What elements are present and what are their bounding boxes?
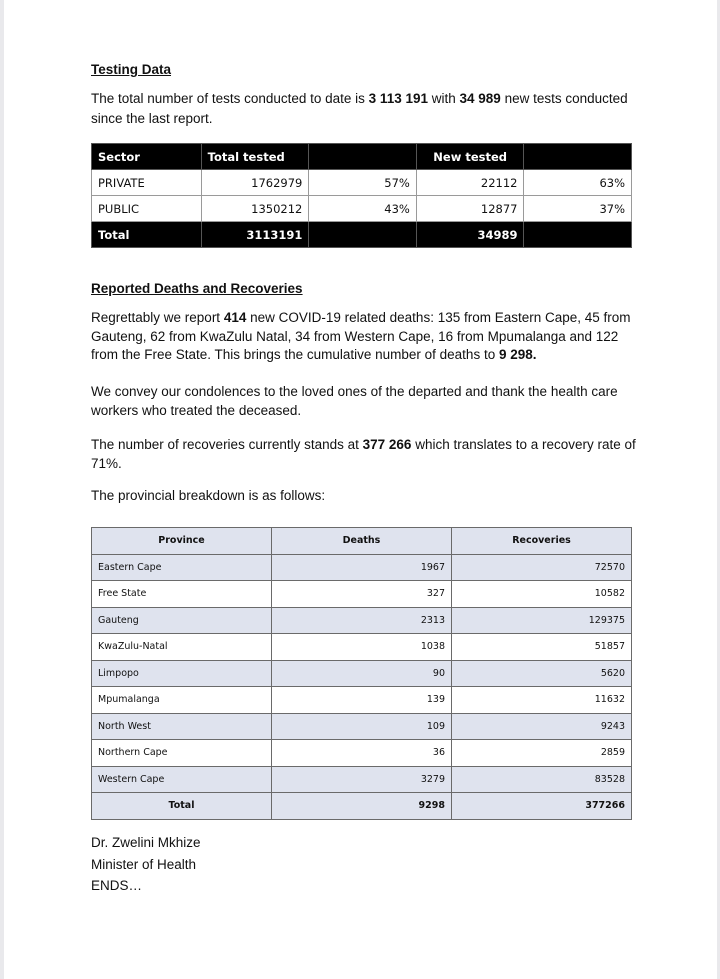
recoveries-cell: 11632 [452,687,632,714]
table-row [92,660,632,687]
table-row [92,581,632,608]
recoveries-value: 377 266 [362,437,412,452]
deaths-cell: 109 [272,713,452,740]
new-cell: 12877 [416,196,524,222]
document-page [4,0,717,979]
province-cell: Gauteng [92,607,272,634]
province-cell: Northern Cape [92,740,272,767]
new-pct-cell: 63% [524,170,632,196]
table-row [92,607,632,634]
signature-title: Minister of Health [91,856,197,872]
total-label-cell: Total [92,793,272,820]
table-row [92,196,632,222]
table-row [92,740,632,767]
new-cell: 22112 [416,170,524,196]
header-total-tested: Total tested [201,144,309,170]
deaths-cell: 3279 [272,766,452,793]
recoveries-cell: 129375 [452,607,632,634]
testing-table [91,143,632,248]
deaths-cell: 1038 [272,634,452,661]
testing-summary: The total number of tests conducted to date is 3 113 191 with 34 989 new tests conducted since the last report. [91,91,628,126]
deaths-cell: 327 [272,581,452,608]
header-deaths: Deaths [272,528,452,555]
recoveries-cell: 72570 [452,554,632,581]
province-table [91,527,632,820]
deaths-heading: Reported Deaths and Recoveries [91,281,303,296]
breakdown-intro: The provincial breakdown is as follows: [91,488,326,503]
sector-cell: PUBLIC [92,196,202,222]
recoveries-cell: 10582 [452,581,632,608]
empty-cell [309,222,417,248]
cumulative-deaths-value: 9 298. [498,347,537,362]
table-row [92,687,632,714]
table-row [92,766,632,793]
new-total-cell: 34989 [416,222,524,248]
total-pct-cell: 57% [309,170,417,196]
table-header-row [92,144,632,170]
deaths-cell: 1967 [272,554,452,581]
signature-name: Dr. Zwelini Mkhize [91,835,201,850]
province-cell: Free State [92,581,272,608]
total-label-cell: Total [92,222,202,248]
table-row [92,634,632,661]
table-header-row [92,528,632,555]
recoveries-paragraph: The number of recoveries currently stands at 377 266 which translates to a recovery rate of 71%. [91,437,636,471]
signature-ends: ENDS… [91,878,143,893]
header-total-pct [309,144,417,170]
table-row [92,554,632,581]
total-pct-cell: 43% [309,196,417,222]
province-cell: Western Cape [92,766,272,793]
total-recoveries-cell: 377266 [452,793,632,820]
deaths-paragraph: Regrettably we report 414 new COVID-19 related deaths: 135 from Eastern Cape, 45 from Gauteng, 62 from KwaZulu Natal, 34 from Western Cape, 16 from Mpumalanga and 122 from the Free State. This brings the cumulative number of deaths to 9 298. [91,310,631,362]
total-cell: 1350212 [201,196,309,222]
deaths-cell: 2313 [272,607,452,634]
province-cell: KwaZulu-Natal [92,634,272,661]
header-recoveries: Recoveries [452,528,632,555]
deaths-cell: 139 [272,687,452,714]
deaths-cell: 90 [272,660,452,687]
table-row [92,170,632,196]
sector-cell: PRIVATE [92,170,202,196]
deaths-cell: 36 [272,740,452,767]
total-tests-value: 3 113 191 [368,91,428,106]
recoveries-cell: 2859 [452,740,632,767]
province-cell: Mpumalanga [92,687,272,714]
header-sector: Sector [92,144,202,170]
recoveries-cell: 9243 [452,713,632,740]
empty-cell [524,222,632,248]
table-total-row [92,793,632,820]
header-new-pct [524,144,632,170]
recoveries-cell: 51857 [452,634,632,661]
province-cell: North West [92,713,272,740]
province-cell: Eastern Cape [92,554,272,581]
table-total-row [92,222,632,248]
total-deaths-cell: 9298 [272,793,452,820]
new-pct-cell: 37% [524,196,632,222]
total-cell: 1762979 [201,170,309,196]
condolences-paragraph: We convey our condolences to the loved ones of the departed and thank the health care workers who treated the deceased. [91,384,618,418]
province-cell: Limpopo [92,660,272,687]
new-tests-value: 34 989 [459,91,501,106]
recoveries-cell: 5620 [452,660,632,687]
recoveries-cell: 83528 [452,766,632,793]
table-row [92,713,632,740]
signature-block [91,832,636,897]
header-new-tested: New tested [416,144,524,170]
header-province: Province [92,528,272,555]
new-deaths-value: 414 [223,310,247,325]
testing-heading: Testing Data [91,62,172,77]
total-value-cell: 3113191 [201,222,309,248]
